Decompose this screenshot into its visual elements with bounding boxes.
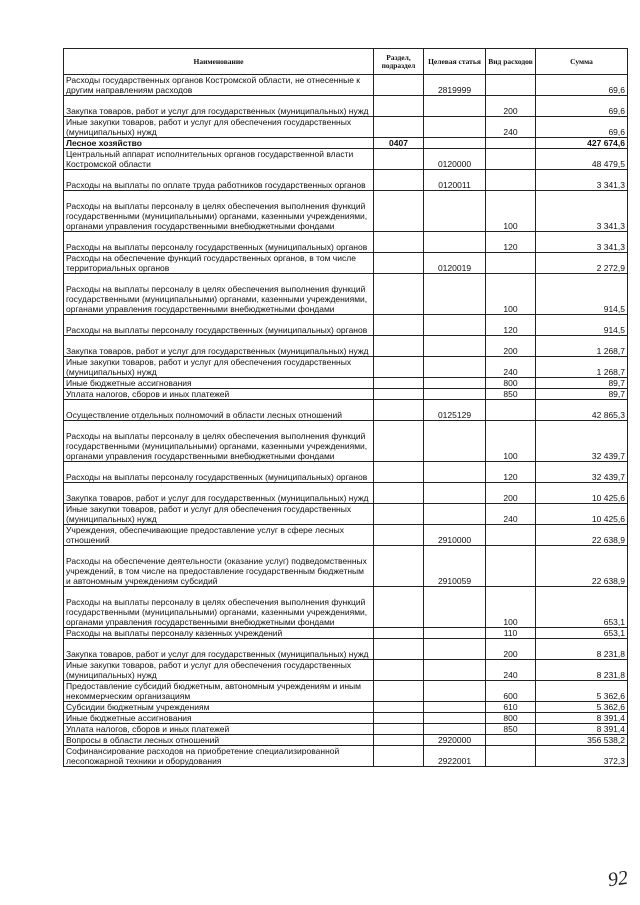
cell-section bbox=[374, 117, 424, 138]
cell-type: 100 bbox=[486, 421, 536, 462]
cell-name: Иные закупки товаров, работ и услуг для обеспечения государственных (муниципальных) нужд bbox=[64, 357, 374, 378]
cell-sum: 1 268,7 bbox=[536, 336, 628, 357]
cell-target bbox=[424, 681, 486, 702]
table-row bbox=[64, 253, 628, 274]
table-row bbox=[64, 96, 628, 117]
cell-type bbox=[486, 253, 536, 274]
cell-section bbox=[374, 378, 424, 389]
cell-section bbox=[374, 274, 424, 315]
table-row bbox=[64, 232, 628, 253]
cell-target bbox=[424, 336, 486, 357]
table-row bbox=[64, 138, 628, 149]
header-target: Целевая статья bbox=[424, 49, 486, 75]
cell-target: 0120019 bbox=[424, 253, 486, 274]
cell-type: 100 bbox=[486, 587, 536, 628]
cell-type bbox=[486, 525, 536, 546]
cell-type bbox=[486, 149, 536, 170]
cell-sum: 653,1 bbox=[536, 628, 628, 639]
cell-sum: 8 391,4 bbox=[536, 724, 628, 735]
table-row bbox=[64, 660, 628, 681]
cell-sum: 356 538,2 bbox=[536, 735, 628, 746]
cell-name: Расходы на выплаты персоналу государственных (муниципальных) органов bbox=[64, 462, 374, 483]
cell-sum: 8 391,4 bbox=[536, 713, 628, 724]
table-row bbox=[64, 336, 628, 357]
table-row bbox=[64, 628, 628, 639]
cell-name: Расходы на выплаты по оплате труда работников государственных органов bbox=[64, 170, 374, 191]
cell-type: 240 bbox=[486, 504, 536, 525]
cell-name: Расходы на выплаты персоналу государственных (муниципальных) органов bbox=[64, 315, 374, 336]
cell-section bbox=[374, 400, 424, 421]
cell-type bbox=[486, 75, 536, 96]
cell-section bbox=[374, 504, 424, 525]
table-row bbox=[64, 546, 628, 587]
cell-name: Учреждения, обеспечивающие предоставление услуг в сфере лесных отношений bbox=[64, 525, 374, 546]
cell-target bbox=[424, 421, 486, 462]
cell-type: 800 bbox=[486, 378, 536, 389]
cell-name: Закупка товаров, работ и услуг для государственных (муниципальных) нужд bbox=[64, 639, 374, 660]
cell-section bbox=[374, 681, 424, 702]
cell-name: Субсидии бюджетным учреждениям bbox=[64, 702, 374, 713]
cell-type: 100 bbox=[486, 274, 536, 315]
cell-target bbox=[424, 274, 486, 315]
table-row bbox=[64, 149, 628, 170]
cell-section bbox=[374, 96, 424, 117]
header-name: Наименование bbox=[64, 49, 374, 75]
table-row bbox=[64, 170, 628, 191]
cell-sum: 3 341,3 bbox=[536, 170, 628, 191]
cell-target: 0125129 bbox=[424, 400, 486, 421]
cell-section: 0407 bbox=[374, 138, 424, 149]
cell-name: Расходы на выплаты персоналу в целях обеспечения выполнения функций государственными (муниципальными) органами, казенными учреждениями, органами управления государственными внебюджетными фондами bbox=[64, 421, 374, 462]
cell-name: Иные бюджетные ассигнования bbox=[64, 713, 374, 724]
cell-section bbox=[374, 336, 424, 357]
table-row bbox=[64, 274, 628, 315]
cell-type: 120 bbox=[486, 315, 536, 336]
cell-sum: 914,5 bbox=[536, 274, 628, 315]
table-row bbox=[64, 587, 628, 628]
cell-type: 240 bbox=[486, 117, 536, 138]
cell-target bbox=[424, 713, 486, 724]
cell-type: 600 bbox=[486, 681, 536, 702]
cell-name: Иные закупки товаров, работ и услуг для обеспечения государственных (муниципальных) нужд bbox=[64, 504, 374, 525]
table-row bbox=[64, 462, 628, 483]
cell-sum: 22 638,9 bbox=[536, 525, 628, 546]
cell-name: Расходы на выплаты персоналу в целях обеспечения выполнения функций государственными (муниципальными) органами, казенными учреждениями, органами управления государственными внебюджетными фондами bbox=[64, 274, 374, 315]
cell-sum: 48 479,5 bbox=[536, 149, 628, 170]
cell-name: Осуществление отдельных полномочий в области лесных отношений bbox=[64, 400, 374, 421]
cell-section bbox=[374, 462, 424, 483]
cell-type bbox=[486, 546, 536, 587]
cell-name: Иные закупки товаров, работ и услуг для обеспечения государственных (муниципальных) нужд bbox=[64, 660, 374, 681]
header-section: Раздел, подраздел bbox=[374, 49, 424, 75]
cell-sum: 5 362,6 bbox=[536, 681, 628, 702]
cell-target: 0120000 bbox=[424, 149, 486, 170]
cell-section bbox=[374, 587, 424, 628]
table-row bbox=[64, 378, 628, 389]
table-row bbox=[64, 75, 628, 96]
cell-section bbox=[374, 232, 424, 253]
cell-sum: 89,7 bbox=[536, 389, 628, 400]
table-row bbox=[64, 357, 628, 378]
cell-name: Расходы на выплаты персоналу казенных учреждений bbox=[64, 628, 374, 639]
cell-sum: 3 341,3 bbox=[536, 191, 628, 232]
cell-type: 850 bbox=[486, 724, 536, 735]
cell-target bbox=[424, 191, 486, 232]
cell-type: 200 bbox=[486, 483, 536, 504]
cell-target bbox=[424, 138, 486, 149]
cell-type bbox=[486, 746, 536, 767]
cell-type bbox=[486, 735, 536, 746]
table-row bbox=[64, 639, 628, 660]
cell-type: 610 bbox=[486, 702, 536, 713]
cell-target bbox=[424, 357, 486, 378]
cell-target bbox=[424, 462, 486, 483]
cell-name: Предоставление субсидий бюджетным, автономным учреждениям и иным некоммерческим организациям bbox=[64, 681, 374, 702]
cell-section bbox=[374, 713, 424, 724]
cell-name: Расходы на выплаты персоналу в целях обеспечения выполнения функций государственными (муниципальными) органами, казенными учреждениями, органами управления государственными внебюджетными фондами bbox=[64, 587, 374, 628]
cell-sum: 2 272,9 bbox=[536, 253, 628, 274]
cell-target bbox=[424, 378, 486, 389]
cell-target bbox=[424, 483, 486, 504]
cell-name: Расходы на обеспечение деятельности (оказание услуг) подведомственных учреждений, в том числе на предоставление государственным бюджетным и автономным учреждениям субсидий bbox=[64, 546, 374, 587]
cell-name: Уплата налогов, сборов и иных платежей bbox=[64, 724, 374, 735]
cell-sum: 10 425,6 bbox=[536, 504, 628, 525]
cell-section bbox=[374, 735, 424, 746]
cell-type: 120 bbox=[486, 232, 536, 253]
table-row bbox=[64, 504, 628, 525]
cell-sum: 8 231,8 bbox=[536, 660, 628, 681]
cell-target bbox=[424, 628, 486, 639]
cell-type bbox=[486, 138, 536, 149]
cell-section bbox=[374, 315, 424, 336]
cell-section bbox=[374, 660, 424, 681]
cell-section bbox=[374, 75, 424, 96]
cell-name: Расходы на выплаты персоналу государственных (муниципальных) органов bbox=[64, 232, 374, 253]
cell-section bbox=[374, 253, 424, 274]
cell-name: Расходы на обеспечение функций государственных органов, в том числе территориальных органов bbox=[64, 253, 374, 274]
header-type: Вид расходов bbox=[486, 49, 536, 75]
table-row bbox=[64, 525, 628, 546]
cell-sum: 914,5 bbox=[536, 315, 628, 336]
cell-sum: 10 425,6 bbox=[536, 483, 628, 504]
cell-section bbox=[374, 639, 424, 660]
cell-sum: 372,3 bbox=[536, 746, 628, 767]
cell-target bbox=[424, 724, 486, 735]
cell-section bbox=[374, 389, 424, 400]
cell-sum: 1 268,7 bbox=[536, 357, 628, 378]
cell-type: 100 bbox=[486, 191, 536, 232]
cell-type: 110 bbox=[486, 628, 536, 639]
cell-name: Иные бюджетные ассигнования bbox=[64, 378, 374, 389]
table-body bbox=[64, 75, 628, 767]
cell-sum: 42 865,3 bbox=[536, 400, 628, 421]
cell-sum: 8 231,8 bbox=[536, 639, 628, 660]
header-sum: Сумма bbox=[536, 49, 628, 75]
cell-type: 120 bbox=[486, 462, 536, 483]
cell-section bbox=[374, 149, 424, 170]
cell-sum: 89,7 bbox=[536, 378, 628, 389]
cell-target bbox=[424, 702, 486, 713]
cell-target bbox=[424, 389, 486, 400]
table-row bbox=[64, 681, 628, 702]
cell-sum: 32 439,7 bbox=[536, 421, 628, 462]
cell-target bbox=[424, 660, 486, 681]
cell-section bbox=[374, 702, 424, 713]
cell-sum: 653,1 bbox=[536, 587, 628, 628]
cell-sum: 69,6 bbox=[536, 75, 628, 96]
cell-target bbox=[424, 232, 486, 253]
cell-target: 2920000 bbox=[424, 735, 486, 746]
table-row bbox=[64, 483, 628, 504]
cell-name: Вопросы в области лесных отношений bbox=[64, 735, 374, 746]
cell-sum: 22 638,9 bbox=[536, 546, 628, 587]
cell-type: 800 bbox=[486, 713, 536, 724]
cell-section bbox=[374, 170, 424, 191]
cell-section bbox=[374, 191, 424, 232]
cell-name: Иные закупки товаров, работ и услуг для обеспечения государственных (муниципальных) нужд bbox=[64, 117, 374, 138]
cell-type bbox=[486, 170, 536, 191]
cell-target bbox=[424, 639, 486, 660]
cell-sum: 3 341,3 bbox=[536, 232, 628, 253]
cell-target bbox=[424, 587, 486, 628]
cell-target bbox=[424, 504, 486, 525]
cell-type: 200 bbox=[486, 336, 536, 357]
cell-target: 2910000 bbox=[424, 525, 486, 546]
cell-target bbox=[424, 117, 486, 138]
table-row bbox=[64, 191, 628, 232]
cell-type: 240 bbox=[486, 357, 536, 378]
table-row bbox=[64, 702, 628, 713]
cell-section bbox=[374, 525, 424, 546]
table-row bbox=[64, 400, 628, 421]
cell-sum: 427 674,6 bbox=[536, 138, 628, 149]
table-header-row bbox=[64, 49, 628, 75]
cell-type: 200 bbox=[486, 96, 536, 117]
cell-sum: 69,6 bbox=[536, 117, 628, 138]
cell-target: 2819999 bbox=[424, 75, 486, 96]
cell-sum: 5 362,6 bbox=[536, 702, 628, 713]
cell-name: Софинансирование расходов на приобретение специализированной лесопожарной техники и оборудования bbox=[64, 746, 374, 767]
cell-name: Закупка товаров, работ и услуг для государственных (муниципальных) нужд bbox=[64, 336, 374, 357]
table-row bbox=[64, 735, 628, 746]
table-row bbox=[64, 713, 628, 724]
cell-type: 850 bbox=[486, 389, 536, 400]
cell-sum: 69,6 bbox=[536, 96, 628, 117]
cell-type bbox=[486, 400, 536, 421]
cell-name: Уплата налогов, сборов и иных платежей bbox=[64, 389, 374, 400]
table-row bbox=[64, 389, 628, 400]
cell-name: Закупка товаров, работ и услуг для государственных (муниципальных) нужд bbox=[64, 96, 374, 117]
cell-name: Расходы на выплаты персоналу в целях обеспечения выполнения функций государственными (муниципальными) органами, казенными учреждениями, органами управления государственными внебюджетными фондами bbox=[64, 191, 374, 232]
page-number: 92 bbox=[606, 866, 630, 892]
cell-sum: 32 439,7 bbox=[536, 462, 628, 483]
cell-target bbox=[424, 96, 486, 117]
cell-target bbox=[424, 315, 486, 336]
cell-name: Расходы государственных органов Костромской области, не отнесенные к другим направлениям расходов bbox=[64, 75, 374, 96]
table-row bbox=[64, 315, 628, 336]
cell-section bbox=[374, 357, 424, 378]
table-row bbox=[64, 117, 628, 138]
cell-type: 240 bbox=[486, 660, 536, 681]
cell-target: 0120011 bbox=[424, 170, 486, 191]
cell-section bbox=[374, 421, 424, 462]
table-row bbox=[64, 724, 628, 735]
budget-table bbox=[63, 48, 628, 767]
cell-type: 200 bbox=[486, 639, 536, 660]
cell-target: 2922001 bbox=[424, 746, 486, 767]
table-row bbox=[64, 421, 628, 462]
table-row bbox=[64, 746, 628, 767]
cell-section bbox=[374, 483, 424, 504]
cell-section bbox=[374, 546, 424, 587]
cell-target: 2910059 bbox=[424, 546, 486, 587]
cell-name: Закупка товаров, работ и услуг для государственных (муниципальных) нужд bbox=[64, 483, 374, 504]
cell-section bbox=[374, 628, 424, 639]
cell-name: Центральный аппарат исполнительных органов государственной власти Костромской области bbox=[64, 149, 374, 170]
cell-section bbox=[374, 724, 424, 735]
cell-section bbox=[374, 746, 424, 767]
cell-name: Лесное хозяйство bbox=[64, 138, 374, 149]
